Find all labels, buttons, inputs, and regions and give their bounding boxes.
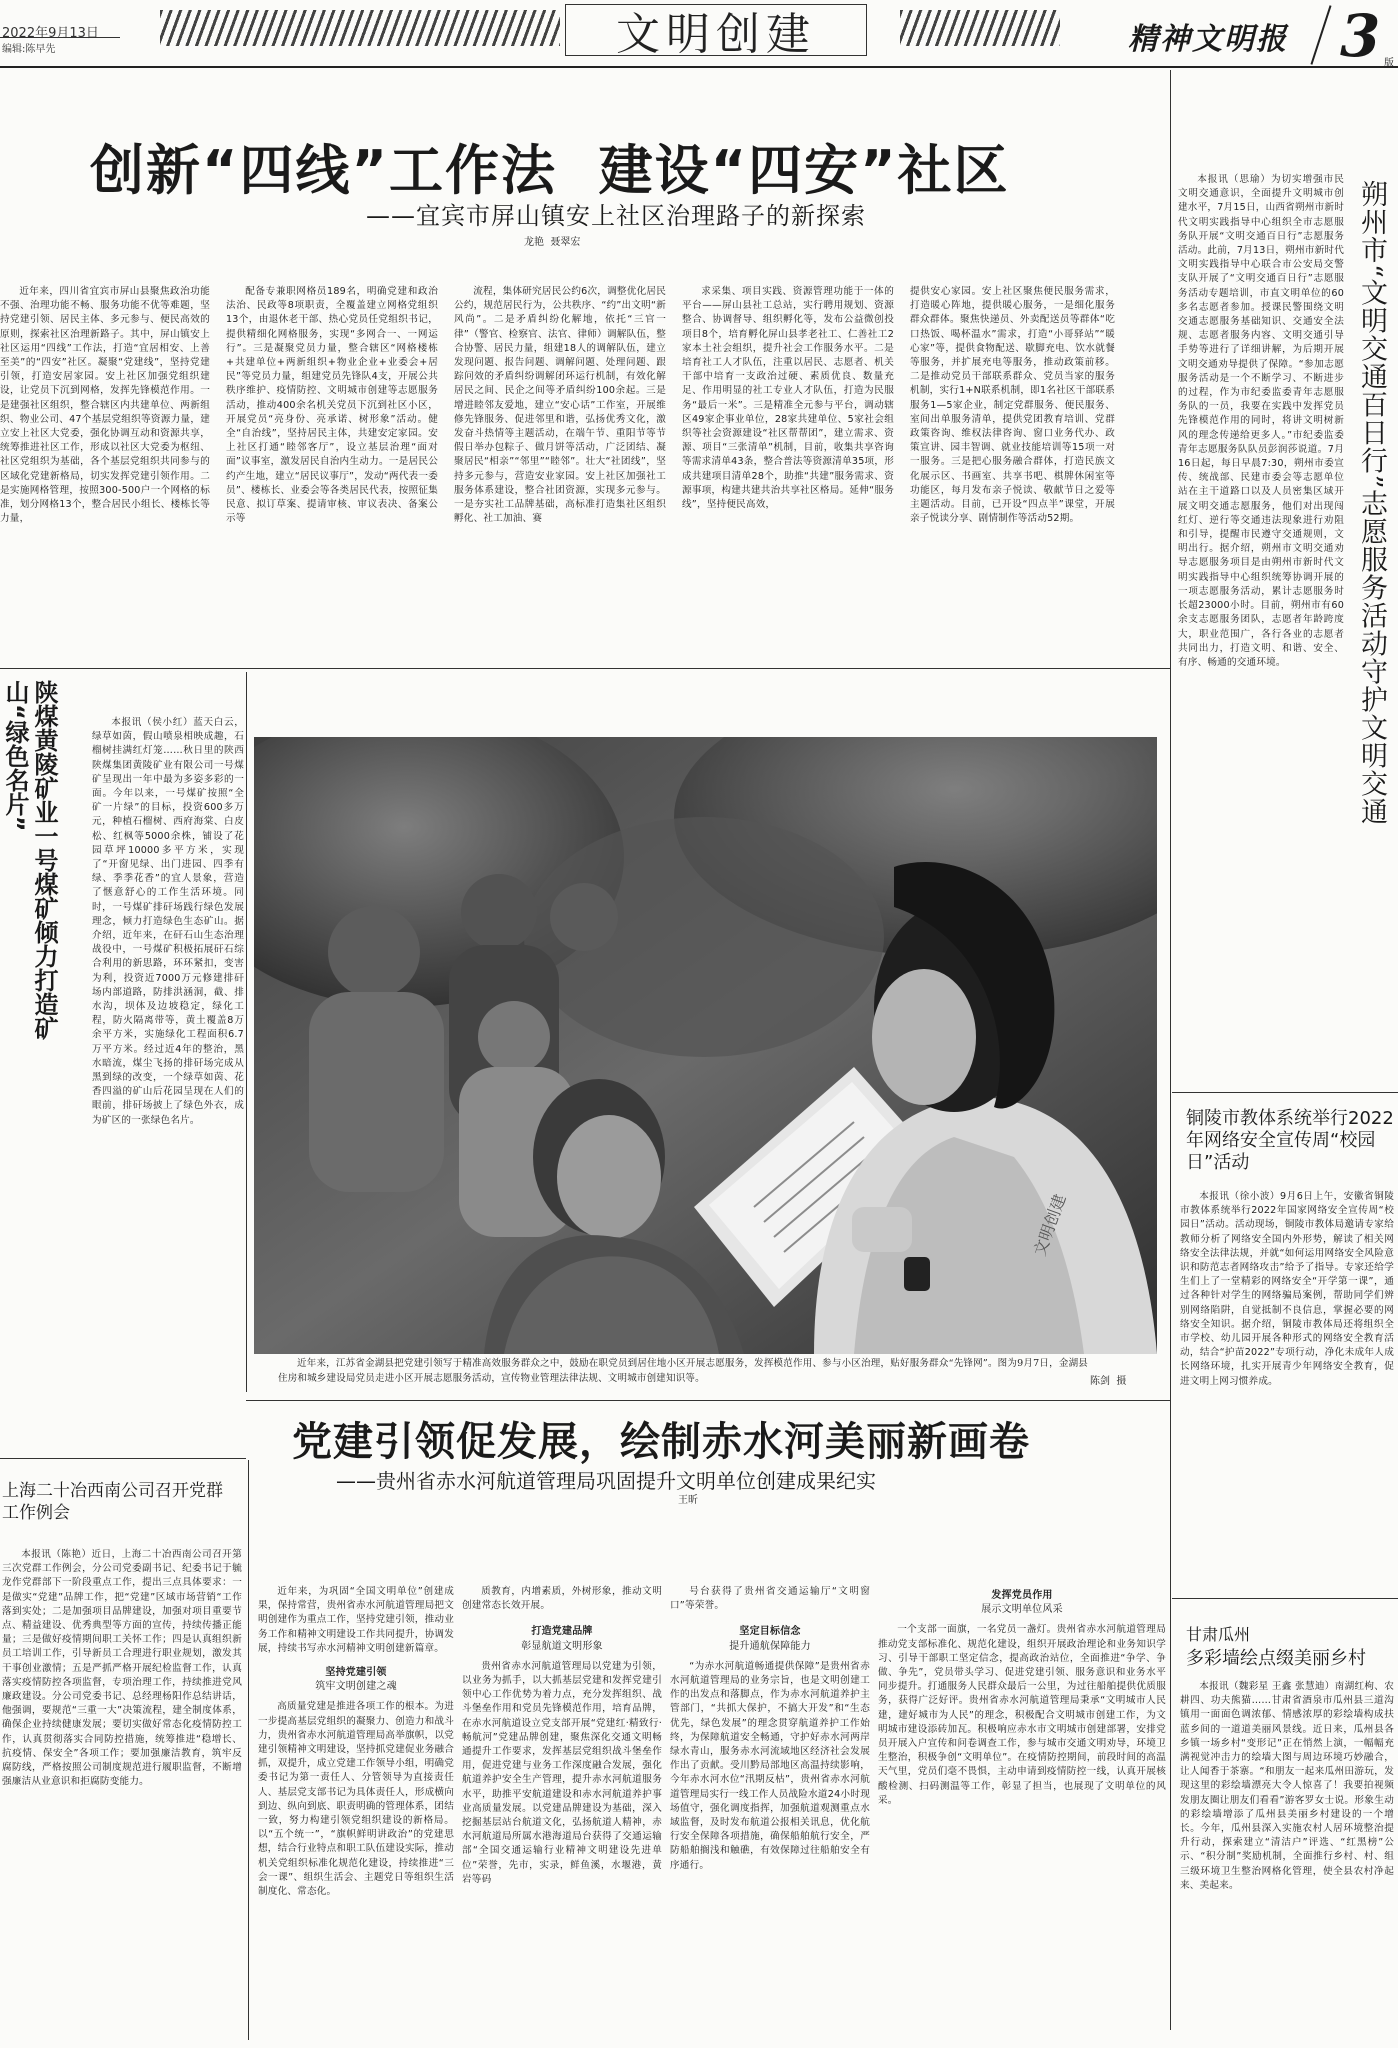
feature-photo: [254, 737, 1157, 1354]
feature-subtitle: ——贵州省赤水河航道管理局巩固提升文明单位创建成果纪实: [336, 1469, 876, 1493]
lead-col-5-text: 提供安心家园。安上社区聚焦便民服务需求，打造暖心阵地，提供暖心服务，一是细化服务群众群体。聚焦快递员、外卖配送员等群体“吃口热饭、喝杯温水”需求，打造“小哥驿站”“暖心家”等，提供食物配送、歇脚充电、饮水就餐等服务，并扩展充电等服务，推动政策前移。二是推动党员干部联系群众、党员当家的服务机制，实行1+N联系机制，即1名社区干部联系服务1—5家企业，制定党群服务、便民服务、室间出单服务清单，提供党团教育培训、党群政策咨询、维权法律咨询、窗口业务代办、政策宣讲、园丰智调、就业技能培训等15项一对一服务。三是把心服务融合群体，打造民族文化展示区、书画室、共享书吧、棋牌休闲室等功能区，每月发布亲子悦读、敬献节日之爱等主题活动。目前，已开设“四点半”课堂，开展亲子悦读分享、剧情制作等活动52期。: [910, 286, 1115, 525]
feature-col-3-body: “为赤水河航道畅通提供保障”是贵州省赤水河航道管理局的业务宗旨，也是文明创建工作的出发点和落脚点，作为赤水河航道养护主管部门，“共抓大保护，不搞大开发”和“生态优先，绿色发展”的理念贯穿航道养护工作始终，为保障航道安全畅通，守护好赤水河两岸绿水青山，服务赤水河流域地区经济社会发展作出了贡献。受川黔局部地区高温持续影响，今年赤水河水位“汛期反枯”，贵州省赤水河航道管理局实行一线工作人员战险水道24小时现场值守，强化调度指挥，加强航道观测重点水域监督，及时发布航道公报相关讯息，优化航行安全保障各项措施，确保船舶航行安全，严防船舶搁浅和触礁，有效保障过往船舶安全有序通行。: [670, 1660, 870, 1871]
left-bottom-text-body: 本报讯（陈艳）近日，上海二十冶西南公司召开第三次党群工作例会，分公司党委副书记、纪委书记于毓龙作党群部下一阶段重点工作，提出三点具体要求：一是做实“党建”品牌工作，把“党建”区域市场营销“工作落到实处；二是加强项目品牌建设，加强对项目重要节点、精益建设、优秀典型等方面的宣传，持续传播正能量；三是做好疫情期间职工关怀工作；四是认真组织新员工培训工作，引导新员工合理进行职业规划，激发其干事创业激情；五是严抓严格开展纪检监督工作，认真落实疫情防控各项监督，专项治理工作，持续推进党风廉政建设。分公司党委书记、总经理杨阳作总结讲话，他强调，要规范“三重一大”决策流程，建全制度体系，确保企业持续健康发展；要切实做好常态化疫情防控工作，认真贯彻落实合同防控措施，统筹推进“稳增长、抗疫情、保安全”各项工作；要加强廉洁教育，筑牢反腐防线，严格按照公司制度规范进行履职监督，不断增强廉洁从业意识和拒腐防变能力。: [2, 1549, 242, 1788]
right-mid-text-body: 本报讯（徐小波）9月6日上午，安徽省铜陵市教体系统举行2022年国家网络安全宣传周“校园日”活动。活动现场，铜陵市教体局邀请专家给教师分析了网络安全国内外形势，解读了相关网络安全法律法规，并就“如何运用网络安全风险意识和防范志者网络攻击”给予了指导。专家还给学生们上了一堂精彩的网络安全“开学第一课”，通过各种针对学生的网络骗局案例，帮助同学们辨别网络陷阱，自觉抵制不良信息，掌握必要的网络安全知识。据介绍，铜陵市教体局还将组织全市学校、幼儿园开展各种形式的网络安全教育活动，结合“护苗2022”专项行动，净化未成年人成长网络环境，扎实开展青少年网络安全教育，促进文明上网习惯养成。: [1180, 1191, 1394, 1387]
lead-byline: 龙艳 聂翠宏: [524, 237, 581, 248]
header-rule-left: [0, 37, 120, 38]
editor-credit: 编辑:陈早先: [2, 44, 56, 55]
right-column-rule: [1170, 70, 1171, 2030]
right-mid-bottom-rule: [1172, 1598, 1398, 1599]
right-bottom-text: [1180, 1680, 1394, 2035]
lead-col-4-text: 求采集、项目实践、资源管理功能于一体的平台——屏山县社工总站，实行聘用规划、资源整合、协调督导、组织孵化等，发布公益微创投项目8个，培育孵化屏山县孝老社工、仁善社工2家本土社会组织，提升社会工作服务水平。二是培育社工人才队伍，注重以居民、志愿者、机关干部中培育一支政治过硬、素质优良、数量充足、作用明显的社工专业人才队伍，打造为民服务“最后一米”。三是精准全元参与平台，调动辖区49家企事业单位，28家共建单位、5家社会组织等社会资源建设“社区帮帮团”，建立需求、资源、项目“三张清单”机制，目前，收集共享咨询等需求清单43条，整合普法等资源清单35项，形成共建项目清单28个，助推“共建”服务需求、资源事项，构建共建共治共享社区格局。延伸“服务线”，坚持便民高效，: [682, 286, 894, 511]
feature-col-4-body: 一个支部一面旗，一名党员一盏灯。贵州省赤水河航道管理局推动党支部标准化、规范化建设，组织开展政治理论和业务知识学习、引导干部职工坚定信念，提高政治站位，全面推进“争学、争做、争先”，党员带头学习、促进党建引领、服务意识和业务水平同步提升。打通服务人民群众最后一公里，为过往船舶提供优质服务，获得广泛好评。贵州省赤水河航道管理局秉承“文明城市人民建，建好城市为人民”的理念，积极配合文明城市创建工作，为文明城市建设添砖加瓦。积极响应赤水市文明城市创建部署，安排党员开展入户宣传和问卷调查工作，参与城市交通文明劝导，环境卫生整治，积极争创“文明单位”。在疫情防控期间，前段时间的高温天气里，党员们毫不畏惧，主动申请到疫情防控一线，认真开展核酸检测、扫码测温等工作，彰显了担当，也展现了文明单位的风采。: [878, 1624, 1166, 1806]
left-mid-title: 陕煤黄陵矿业一号煤矿倾力打造矿山“绿色名片”: [1, 680, 58, 1040]
left-mid-text-body: 本报讯（侯小红）蓝天白云，绿草如茵，假山喷泉相映成趣，石榴树挂满红灯笼……秋日里的陕西陕煤集团黄陵矿业有限公司一号煤矿呈现出一年中最为多姿多彩的一面。今年以来，一号煤矿按照“全矿一片绿”的目标，投资600多万元，种植石榴树、西府海棠、白皮松、红枫等5000余株，铺设了花园草坪10000多平方米，实现了“开窗见绿、出门进园、四季有绿、季季花香”的宜人景象，营造了惬意舒心的工作生活环境。同时，一号煤矿排矸场践行绿色发展理念，倾力打造绿色生态矿山。据介绍，近年来，在矸石山生态治理战役中，一号煤矿积极拓展矸石综合利用的新思路，环环紧扣，变害为利，投资近7000万元修建排矸场内部道路，防排洪涵洞，截、排水沟，坝体及边坡稳定，绿化工程，防火隔离带等，黄土覆盖8万余平方米，实施绿化工程面积6.7万平方米。经过近4年的整治，黑水暗流，煤尘飞扬的排矸场完成从黑到绿的改变，一个绿草如茵、花香四溢的矿山后花园呈现在人们的眼前，排矸场披上了绿色外衣，成为矿区的一张绿色名片。: [92, 717, 244, 1126]
section-label-box: [565, 4, 867, 60]
paper-masthead: 精神文明报: [1128, 22, 1288, 57]
right-top-bottom-rule: [1172, 1092, 1398, 1093]
lead-col-2: [226, 285, 438, 660]
right-bottom-title: 多彩墙绘点缀美丽乡村: [1186, 1648, 1366, 1669]
feature-byline: 王昕: [678, 1495, 698, 1506]
left-mid-bottom-rule: [0, 1458, 246, 1459]
right-mid-text: [1180, 1190, 1394, 1590]
left-bottom-text: [2, 1548, 242, 2038]
lead-bottom-rule: [0, 668, 1170, 669]
feature-col-1: [258, 1585, 454, 2035]
lead-col-3: [454, 285, 666, 660]
lead-col-4: [682, 285, 894, 660]
photo-bottom-rule: [246, 1400, 1170, 1401]
photo-credit: 陈剑 摄: [1090, 1376, 1127, 1387]
vest-print: 文明创建: [1029, 1191, 1070, 1259]
feature-col-2-body: 贵州省赤水河航道管理局以党建为引领，以业务为抓手，以大抓基层党建和发挥党建引领中心工作优势为着力点，充分发挥组织、战斗堡垒作用和党员先锋模范作用，培育品牌，在赤水河航道设立党支部开展“党建红·精致行·畅航河”党建品牌创建，聚焦深化交通文明畅通提升工作要求，发挥基层党组织战斗堡垒作用，促进党建与业务工作深度融合发展，强化航道养护安全生产管理，提升赤水河航道服务水平，助推平安航道建设和赤水河航道养护事业高质量发展。以党建品牌建设为基础，深入挖掘基层站台航道文化，弘扬航道人精神，赤水河航道局所属水港海道局台获得了交通运输部“全国交通运输行业精神文明建设先进单位”荣誉，先市，实录，鲜鱼溪，水堰港，黄岩等码: [462, 1660, 662, 1885]
feature-col-2-subheading: 彰显航道文明形象: [521, 1640, 603, 1652]
feature-col-4: [878, 1585, 1166, 2035]
photo-caption-text: 近年来，江苏省金湖县把党建引领写于精准高效服务群众之中，鼓励在职党员到居住地小区开展志愿服务，发挥模范作用、参与小区治理，贴好服务群众“先锋网”。图为9月7日，金湖县住房和城乡建设局党员走进小区开展志愿服务活动，宣传物业管理法律法规、文明城市创建知识等。: [278, 1358, 1088, 1384]
page-unit: 版: [1384, 58, 1394, 69]
issue-date: 2022年9月13日: [2, 26, 99, 41]
left-bottom-rule: [248, 1460, 249, 2040]
feature-col-3-heading: 坚定目标信念: [739, 1626, 801, 1638]
right-top-title: 朔州市“文明交通百日行”志愿服务活动守护文明交通: [1356, 180, 1387, 826]
lead-col-5: [910, 285, 1115, 660]
feature-title: 党建引领促发展，绘制赤水河美丽新画卷: [292, 1419, 1030, 1465]
feature-col-4-heading: 发挥党员作用: [991, 1590, 1053, 1601]
left-bottom-title: 上海二十冶西南公司召开党群工作例会: [2, 1481, 223, 1523]
lead-col-3-text: 流程，集体研究居民公约6次，调整优化居民公约，规范居民行为，公共秩序、“约”出文明“新风尚”。二是矛盾纠纷化解地，依托“三官一律”（警官、检察官、法官、律师）调解队伍，整合协警、居民力量，组建18人的调解队伍，建立发现问题、报告问题、调解问题、处理问题、跟踪问效的矛盾纠纷调解闭环运行机制，有效化解居民之间、民企之间等矛盾纠纷100余起。三是增进睦邻友爱地，建立“安心话”工作室，开展维修先锋服务、促进邻里和谐，弘扬优秀文化，激发奋斗热情等主题活动，在端午节、重阳节等节假日举办包粽子、做月饼等活动，广泛团结、凝聚居民“相亲”“邻里”“睦邻”。壮大“社团线”，坚持多元参与，营造安业家园。安上社区加强社工服务体系建设，整合社团资源，实现多元参与。一是夯实社工品牌基础，高标准打造集社区组织孵化、社工加油、赛: [454, 286, 666, 525]
lead-col-1-text: 近年来，四川省宜宾市屏山县聚焦政治功能不强、治理功能不畅、服务功能不优等难题，坚持党建引领、居民主体、多元参与、便民高效的原则，探索社区治理新路子。其中，屏山镇安上社区运用“四线”工作法，打造“宜居相安、上善至美”的“四安”社区。凝聚“党建线”，坚持党建引领，打造安居家园。安上社区加强党组织建设，让党员下沉到网格，发挥先锋模范作用。一是建强社区组织，整合辖区内共建单位、两新组织、物业公司、47个基层党组织等资源力量，建立安上社区大党委，强化协调互动和资源共享，统筹推进社区工作，形成以社区大党委为枢纽、社区党组织为基础，各个基层党组织共同参与的区域化党建新格局，切实发挥党建引领作用。二是实施网格管理，按照300-500户一个网格的标准，划分网格13个，整合居民小组长、楼栋长等力量，: [0, 286, 210, 525]
header-stripes-right: [900, 10, 1060, 46]
header-stripes-left: [160, 10, 560, 46]
photo-caption: [278, 1356, 1088, 1396]
left-mid-text: [92, 716, 244, 1416]
page-number: 3: [1340, 2, 1381, 70]
feature-col-4-subheading: 展示文明单位风采: [981, 1604, 1063, 1616]
lead-subtitle: ——宜宾市屏山镇安上社区治理路子的新探索: [366, 202, 866, 230]
section-label: 文明创建: [616, 9, 816, 60]
right-mid-title: 铜陵市教体系统举行2022年网络安全宣传周“校园日”活动: [1186, 1108, 1394, 1173]
feature-col-3: [670, 1585, 870, 2035]
feature-col-1-heading: 坚持党建引领: [325, 1667, 387, 1679]
lead-col-2-text: 配备专兼职网格员189名，明确党建和政治法治、民政等8项职责，全覆盖建立网格党组织13个，由退休老干部、热心党员任党组织书记，提供精细化网格服务，实现“多网合一、一网运行”。三是凝聚党员力量，整合辖区“网格楼栋+共建单位+两新组织+物业企业+业委会+居民”等党员力量，组建党员先锋队4支，开展公共秩序维护、疫情防控、文明城市创建等志愿服务活动，推动400余名机关党员下沉到社区小区，开展党员“亮身份、亮承诺、树形象”活动。健全“自治线”，坚持居民主体，共建安定家园。安上社区打通“睦邻客厅”，设立基层治理“面对面”议事室，激发居民自治内生动力。一是居民公约产生地，建立“居民议事厅”，发动“两代表一委员”、楼栋长、业委会等各类居民代表，按照征集民意、拟订草案、提请审核、审议表决、备案公示等: [226, 286, 438, 525]
right-top-text-body: 本报讯（思瑜）为切实增强市民文明交通意识，全面提升文明城市创建水平，7月15日，山西省朔州市新时代文明实践指导中心组织全市志愿服务队开展“文明交通百日行”志愿服务活动。此前，7月13日，朔州市新时代文明实践指导中心联合市公安局交警支队开展了“文明交通百日行”志愿服务活动专题培训，市直文明单位的60多名志愿者参加。授课民警围绕文明交通志愿服务基础知识、交通安全法规、志愿者服务内容、文明交通引导手势等进行了详细讲解，为后期开展文明交通劝导提供了保障。“参加志愿服务活动是一个不断学习、不断进步的过程，作为市纪委监委青年志愿服务队的一员，我要在实践中发挥党员先锋模范作用的同时，将讲文明树新风的理念传递给更多人。”市纪委监委青年志愿服务队队员彭润莎说道。7月16日起，每日早晨7:30，朔州市委宣传、统战部、民建市委会等志愿单位站在主干道路口以及人员密集区域开展文明交通志愿服务，他们对出现闯红灯、逆行等交通违法现象进行劝阻和引导，提醒市民遵守交通规则，文明出行。据介绍，朔州市文明交通劝导志愿服务项目是由朔州市新时代文明实践指导中心组织统筹协调开展的一项志愿服务活动，累计志愿服务时长超23000小时。目前，朔州市有60余支志愿服务团队，志愿者年龄跨度大，职业范围广，各行各业的志愿者共同出力，打造文明、和谐、安全、有序、畅通的交通环境。: [1178, 174, 1344, 668]
header-rule: [0, 66, 1398, 68]
right-bottom-kicker: 甘肃瓜州: [1186, 1625, 1251, 1644]
feature-col-2: [462, 1585, 662, 2035]
right-bottom-text-body: 本报讯（魏彩星 王鑫 张慧迪）南湖红枸、农耕四、功夫熊猫……甘肃省酒泉市瓜州县三道沟镇用一面面色调浓郁、情感浓厚的彩绘墙构成扶蓝乡间的一道道美丽风景线。近日来，瓜州县各乡镇一场乡村“变形记”正在悄然上演，一幅幅充满视觉冲击力的绘墙大图与周边环境巧妙融合，让人闻香于茶寨。“和朋友一起来瓜州田游玩，发现这里的彩绘墙漂亮大令人惊喜了！我要拍视频发朋友圈让朋友们看看”游客罗女士说。形象生动的彩绘墙增添了瓜州县美丽乡村建设的一个增长。今年，瓜州县深入实施农村人居环境整治提升行动，探索建立“清洁户”评选、“红黑榜”公示、“积分制”奖励机制，全面推行乡村、村、组三级环境卫生整治网格化管理，使全县农村净起来、美起来。: [1180, 1681, 1394, 1891]
masthead-slash: [1310, 5, 1331, 65]
feature-col-1-body: 高质量党建是推进各项工作的根本。为进一步提高基层党组织的凝聚力、创造力和战斗力，贵州省赤水河航道管理局高举旗帜，以党建引领精神文明建设，坚持抓党建促业务融合抓，双提升，成立党建工作领导小组，明确党委书记为第一责任人、分管领导为直接责任人、基层党支部书记为具体责任人，形成横向到边、纵向到底、职责明确的管理体系，团结一致，努力构建引领党组织建设的新格局。以“五个统一”，“旗帜鲜明讲政治”的党建思想，结合行业特点和职工队伍建设实际，推动机关党组织标准化规范化建设，持续推进“三会一课”、组织生活会、主题党日等组织生活制度化、常态化。: [258, 1701, 454, 1898]
feature-photo-illustration: [254, 737, 1157, 1354]
lead-title: 创新“四线”工作法 建设“四安”社区: [90, 139, 1010, 202]
feature-col-2-heading: 打造党建品牌: [531, 1626, 593, 1638]
feature-col-1-subheading: 筑牢文明创建之魂: [315, 1681, 397, 1693]
feature-col-1-intro: 近年来，为巩固“全国文明单位”创建成果，保持常营，贵州省赤水河航道管理局把文明创建作为重点工作，坚持党建引领，推动业务工作和精神文明建设工作共同提升，协调发展，持续书写赤水河精神文明创建新篇章。: [258, 1586, 454, 1654]
lead-col-1: [0, 285, 210, 660]
feature-col-3-intro: 号台获得了贵州省交通运输厅“文明窗口”等荣誉。: [670, 1586, 870, 1612]
right-top-text: [1178, 173, 1344, 983]
feature-col-2-intro: 质教育，内增素质，外树形象，推动文明创建常态长效开展。: [462, 1586, 662, 1612]
feature-col-3-subheading: 提升通航保障能力: [729, 1640, 811, 1652]
left-mid-rule: [246, 672, 247, 1392]
